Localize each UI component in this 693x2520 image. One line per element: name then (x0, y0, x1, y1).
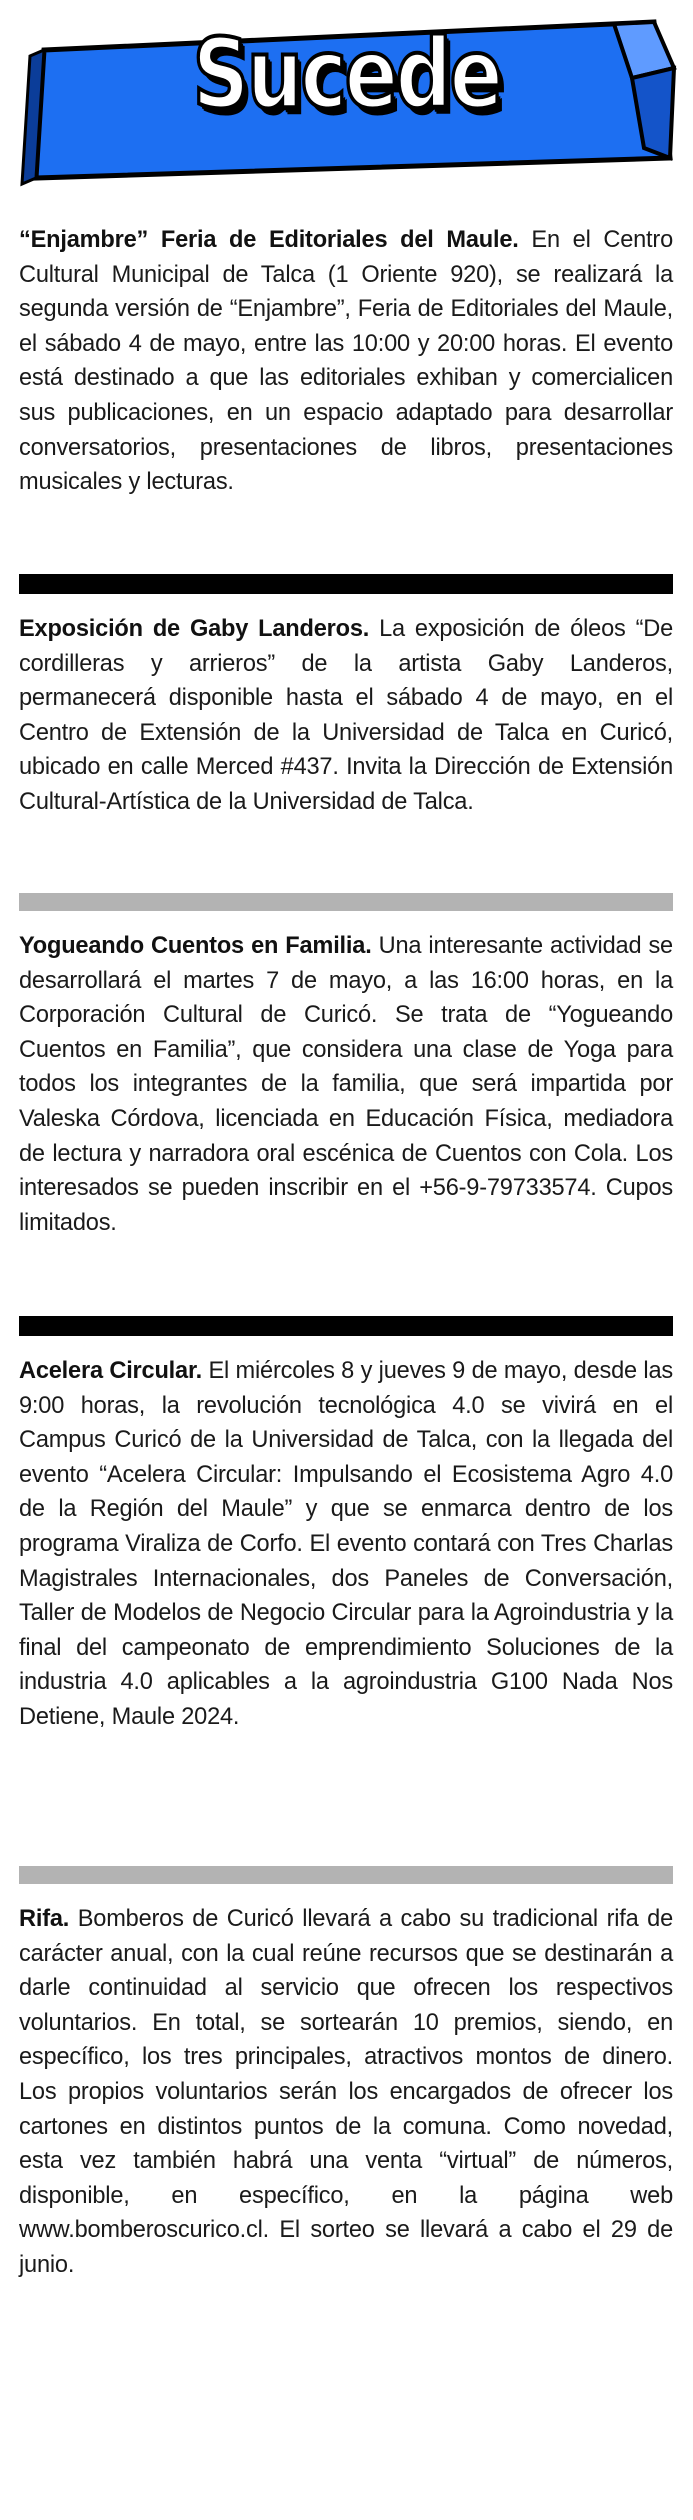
separator-bar (19, 1866, 673, 1884)
article-headline: Yogueando Cuentos en Familia. (19, 933, 372, 959)
article-body: Bomberos de Curicó llevará a cabo su tradicional rifa de carácter anual, con la cual reúne recursos que se destinarán a darle continuidad al servicio que ofrecen los respectivos voluntarios. En total, se sortearán 10 premios, siendo, en específico, los tres principales, atractivos montos de dinero. Los propios voluntarios serán los encargados de ofrecer los cartones en distintos puntos de la comuna. Como novedad, esta vez también habrá una venta “virtual” de números, disponible, en específico, en la página web www.bomberoscurico.cl. El sorteo se llevará a cabo el 29 de junio. (19, 1906, 673, 2278)
article-acelera-circular (19, 1354, 673, 1735)
article-headline: Acelera Circular. (19, 1358, 202, 1384)
article-body: La exposición de óleos “De cordilleras y arrieros” de la artista Gaby Landeros, permanecerá disponible hasta el sábado 4 de mayo, en el Centro de Extensión de la Universidad de Talca en Curicó, ubicado en calle Merced #437. Invita la Dirección de Extensión Cultural-Artística de la Universidad de Talca. (19, 616, 673, 815)
article-yogueando (19, 929, 673, 1240)
separator-bar (19, 574, 673, 594)
article-headline: Exposición de Gaby Landeros. (19, 616, 370, 642)
article-body: En el Centro Cultural Municipal de Talca (1 Oriente 920), se realizará la segunda versión de “Enjambre”, Feria de Editoriales del Maule, el sábado 4 de mayo, entre las 10:00 y 20:00 horas. El evento está destinado a que las editoriales exhiban y comercialicen sus publicaciones, en un espacio adaptado para desarrollar conversatorios, presentaciones de libros, presentaciones musicales y lecturas. (19, 227, 673, 496)
article-rifa (19, 1902, 673, 2283)
separator-bar (19, 1316, 673, 1336)
article-body: El miércoles 8 y jueves 9 de mayo, desde las 9:00 horas, la revolución tecnológica 4.0 se vivirá en el Campus Curicó de la Universidad de Talca, con la llegada del evento “Acelera Circular: Impulsando el Ecosistema Agro 4.0 de la Región del Maule” y que se enmarca dentro de los programa Viraliza de Corfo. El evento contará con Tres Charlas Magistrales Internacionales, dos Paneles de Conversación, Taller de Modelos de Negocio Circular para la Agroindustria y la final del campeonato de emprendimiento Soluciones de la industria 4.0 aplicables a la agroindustria G100 Nada Nos Detiene, Maule 2024. (19, 1358, 673, 1730)
section-title: Sucede (192, 18, 501, 130)
separator-bar (19, 893, 673, 911)
article-headline: Rifa. (19, 1906, 70, 1932)
article-exposicion (19, 612, 673, 820)
section-banner (14, 8, 679, 188)
article-enjambre (19, 223, 673, 500)
article-body: Una interesante actividad se desarrollará el martes 7 de mayo, a las 16:00 horas, en la Corporación Cultural de Curicó. Se trata de “Yogueando Cuentos en Familia”, que considera una clase de Yoga para todos los integrantes de la familia, que será impartida por Valeska Córdova, licenciada en Educación Física, mediadora de lectura y narradora oral escénica de Cuentos con Cola. Los interesados se pueden inscribir en el +56-9-79733574. Cupos limitados. (19, 933, 673, 1236)
article-headline: “Enjambre” Feria de Editoriales del Maule. (19, 227, 519, 253)
